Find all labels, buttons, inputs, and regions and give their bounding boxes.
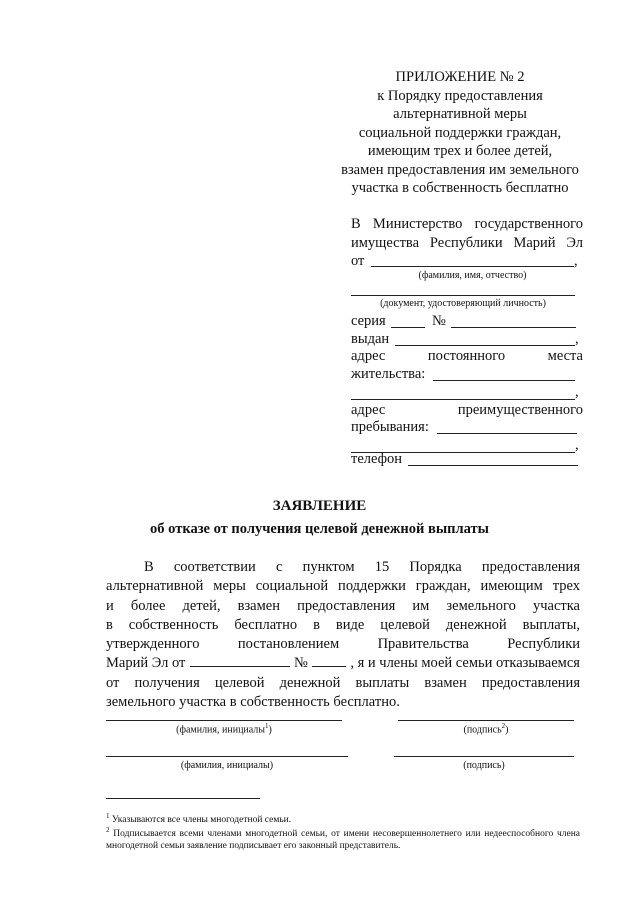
from-name-field[interactable] <box>371 251 574 267</box>
body-line-date <box>106 654 580 673</box>
from-comma: , <box>574 253 578 269</box>
series-field[interactable] <box>391 313 425 328</box>
signature-caption-1-close: ) <box>505 724 509 736</box>
footnote-ref-1: 1 <box>265 722 269 730</box>
phone-label: телефон <box>351 451 403 467</box>
signature-field-1[interactable] <box>398 706 574 721</box>
header-line: имеющим трех и более детей, <box>367 143 553 159</box>
header-line: ПРИЛОЖЕНИЕ № 2 <box>395 69 525 85</box>
body-line: и более детей, взамен предоставления им земельного участка <box>106 597 580 614</box>
series-label: серия <box>351 313 386 329</box>
document-title: ЗАЯВЛЕНИЕ <box>272 498 367 514</box>
document-subtitle: об отказе от получения целевой денежной выплаты <box>150 521 489 537</box>
footnote-1-text: Указываются все члены многодетной семьи. <box>111 815 292 826</box>
document-caption: (документ, удостоверяющий личность) <box>380 298 546 309</box>
header-line: альтернативной меры <box>393 106 527 122</box>
resolution-number-field[interactable] <box>312 654 346 667</box>
family-member-name-field-1[interactable] <box>106 706 342 721</box>
header-line: социальной поддержки граждан, <box>358 124 562 141</box>
name-caption-1-text: (фамилия, инициалы <box>176 724 266 736</box>
body-line-6c: , я и члены моей семьи отказываемся <box>350 655 580 672</box>
footnote-ref-2: 2 <box>501 722 506 730</box>
statement-body <box>106 558 580 712</box>
header-line: к Порядку предоставления <box>377 87 543 104</box>
body-line: утвержденного постановлением Правительства Республики <box>106 636 580 653</box>
signature-caption-2: (подпись) <box>463 760 505 771</box>
signature-caption-1-text: (подпись <box>463 724 502 736</box>
preferred-address-label-2: пребывания: <box>351 419 429 435</box>
name-caption-2: (фамилия, инициалы) <box>180 760 274 771</box>
from-label: от <box>351 253 365 269</box>
header-line: участка в собственность бесплатно <box>351 180 569 196</box>
body-line: в собственность бесплатно в виде целевой денежной выплаты, <box>106 616 580 633</box>
footnote-2-text: Подписывается всеми членами многодетной семьи, от имени несовершеннолетнего или недееспособного члена многодетной семьи заявление подписывает его законный представитель. <box>106 829 581 852</box>
number-label: № <box>432 313 446 329</box>
document-number-field[interactable] <box>451 313 576 328</box>
signature-field-2[interactable] <box>394 742 574 757</box>
issued-by-field[interactable] <box>395 330 575 346</box>
identity-document-field[interactable] <box>351 280 575 296</box>
body-line-6a: Марий Эл от <box>106 655 186 672</box>
body-line: от получения целевой денежной выплаты взамен предоставления <box>106 674 580 691</box>
header-line: взамен предоставления им земельного <box>341 161 579 178</box>
footnote-2-number: 2 <box>106 826 110 834</box>
permanent-address-field-2[interactable] <box>351 384 575 400</box>
permanent-address-label: адрес постоянного места <box>351 348 583 364</box>
appendix-header <box>335 68 585 198</box>
footnote-2 <box>106 824 580 852</box>
addressee-block <box>351 215 583 252</box>
issued-comma: , <box>575 331 579 347</box>
family-member-name-field-2[interactable] <box>106 742 348 757</box>
body-line-6b: № <box>293 655 308 672</box>
phone-field[interactable] <box>408 451 578 466</box>
body-line: альтернативной меры социальной поддержки граждан, имеющим трех <box>106 578 580 595</box>
preferred-address-field[interactable] <box>437 419 577 434</box>
preferred-address-label: адрес преимущественного <box>351 402 583 418</box>
body-line: земельного участка в собственность бесплатно. <box>106 694 400 711</box>
issued-label: выдан <box>351 331 390 347</box>
footnote-separator <box>106 798 260 799</box>
resolution-date-field[interactable] <box>190 654 290 667</box>
name-caption-1-close: ) <box>268 724 272 736</box>
signature-caption-1 <box>398 722 574 735</box>
permanent-address-label-2: жительства: <box>351 366 426 382</box>
addressee-line-2: имущества Республики Марий Эл <box>351 234 583 251</box>
footnote-1-number: 1 <box>106 812 110 820</box>
addressee-line-1: В Министерство государственного <box>351 216 583 232</box>
preferred-address-comma: , <box>575 437 579 453</box>
permanent-address-comma: , <box>575 384 579 400</box>
from-caption: (фамилия, имя, отчество) <box>418 270 527 281</box>
body-line: В соответствии с пунктом 15 Порядка предоставления <box>144 559 580 575</box>
permanent-address-field[interactable] <box>433 365 575 381</box>
name-caption-1 <box>106 722 342 735</box>
